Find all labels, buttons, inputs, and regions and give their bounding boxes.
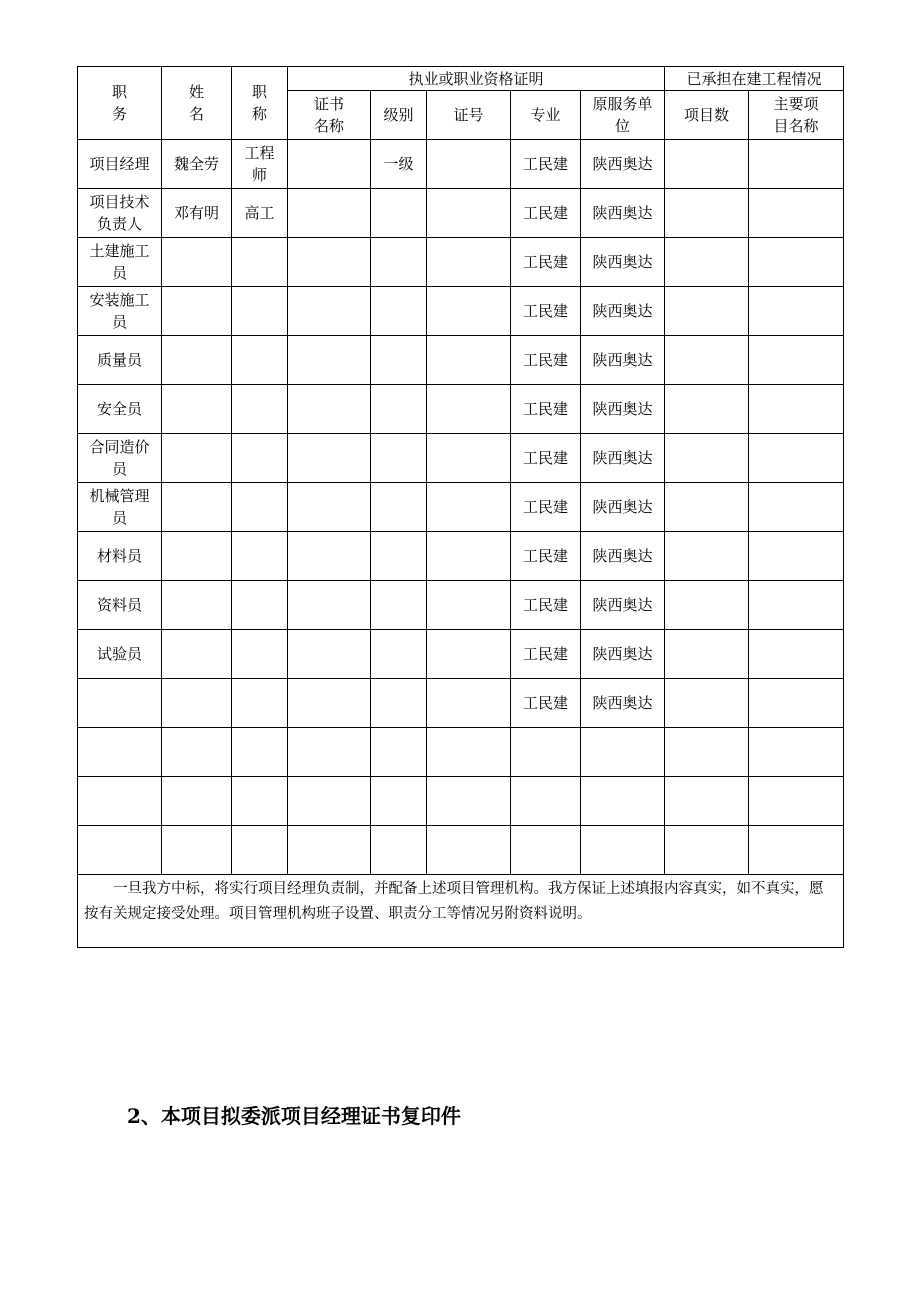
cell-level bbox=[371, 238, 427, 287]
cell-projects bbox=[749, 728, 844, 777]
cell-cert-no bbox=[427, 483, 511, 532]
cell-name bbox=[162, 238, 232, 287]
cell-level bbox=[371, 532, 427, 581]
table-row bbox=[78, 826, 844, 875]
cell-projects bbox=[749, 385, 844, 434]
cell-name bbox=[162, 679, 232, 728]
table-row bbox=[78, 287, 844, 336]
cell-projects bbox=[749, 532, 844, 581]
cell-name bbox=[162, 826, 232, 875]
cell-cert-name bbox=[288, 728, 371, 777]
cell-level bbox=[371, 826, 427, 875]
cell-major: 工民建 bbox=[511, 581, 581, 630]
cell-name bbox=[162, 385, 232, 434]
cell-level bbox=[371, 679, 427, 728]
cell-position bbox=[78, 679, 162, 728]
cell-major: 工民建 bbox=[511, 434, 581, 483]
cell-count bbox=[665, 679, 749, 728]
cell-unit: 陕西奥达 bbox=[581, 189, 665, 238]
cell-projects bbox=[749, 287, 844, 336]
cell-projects bbox=[749, 483, 844, 532]
cell-projects bbox=[749, 189, 844, 238]
header-project-count: 项目数 bbox=[665, 91, 749, 140]
cell-cert-name bbox=[288, 385, 371, 434]
cell-cert-name bbox=[288, 630, 371, 679]
cell-title bbox=[232, 532, 288, 581]
cell-level bbox=[371, 189, 427, 238]
cell-count bbox=[665, 532, 749, 581]
header-project-group: 已承担在建工程情况 bbox=[665, 67, 844, 91]
cell-position: 土建施工 员 bbox=[78, 238, 162, 287]
cell-count bbox=[665, 483, 749, 532]
cell-unit: 陕西奥达 bbox=[581, 434, 665, 483]
cell-position: 材料员 bbox=[78, 532, 162, 581]
table-row bbox=[78, 238, 844, 287]
cell-major: 工民建 bbox=[511, 189, 581, 238]
cell-position bbox=[78, 777, 162, 826]
cell-level bbox=[371, 385, 427, 434]
header-name: 姓 名 bbox=[162, 67, 232, 140]
cell-cert-name bbox=[288, 826, 371, 875]
cell-count bbox=[665, 581, 749, 630]
header-main-projects: 主要项 目名称 bbox=[749, 91, 844, 140]
cell-title: 高工 bbox=[232, 189, 288, 238]
cell-name bbox=[162, 728, 232, 777]
cell-projects bbox=[749, 140, 844, 189]
cell-cert-no bbox=[427, 777, 511, 826]
cell-level bbox=[371, 336, 427, 385]
cell-unit: 陕西奥达 bbox=[581, 287, 665, 336]
note-section bbox=[78, 875, 844, 948]
cell-name bbox=[162, 532, 232, 581]
cell-projects bbox=[749, 238, 844, 287]
cell-name bbox=[162, 581, 232, 630]
table-row bbox=[78, 140, 844, 189]
header-level: 级别 bbox=[371, 91, 427, 140]
cell-cert-name bbox=[288, 238, 371, 287]
cell-title bbox=[232, 483, 288, 532]
cell-count bbox=[665, 385, 749, 434]
cell-level bbox=[371, 287, 427, 336]
cell-major: 工民建 bbox=[511, 532, 581, 581]
commitment-note: 一旦我方中标，将实行项目经理负责制，并配备上述项目管理机构。我方保证上述填报内容真实，如不真实，愿按有关规定接受处理。项目管理机构班子设置、职责分工等情况另附资料说明。 bbox=[78, 875, 844, 948]
cell-position: 项目技术 负责人 bbox=[78, 189, 162, 238]
cell-position: 试验员 bbox=[78, 630, 162, 679]
cell-title bbox=[232, 826, 288, 875]
cell-title bbox=[232, 581, 288, 630]
table-row bbox=[78, 434, 844, 483]
cell-major bbox=[511, 777, 581, 826]
cell-cert-no bbox=[427, 287, 511, 336]
cell-cert-name bbox=[288, 336, 371, 385]
cell-unit: 陕西奥达 bbox=[581, 532, 665, 581]
cell-unit: 陕西奥达 bbox=[581, 630, 665, 679]
cell-title bbox=[232, 385, 288, 434]
cell-position: 安装施工 员 bbox=[78, 287, 162, 336]
cell-count bbox=[665, 728, 749, 777]
table-body bbox=[78, 67, 844, 140]
cell-major: 工民建 bbox=[511, 336, 581, 385]
header-cert-name: 证书 名称 bbox=[288, 91, 371, 140]
cell-name bbox=[162, 434, 232, 483]
cell-name bbox=[162, 287, 232, 336]
cell-cert-no bbox=[427, 140, 511, 189]
cell-projects bbox=[749, 826, 844, 875]
cell-position bbox=[78, 728, 162, 777]
cell-count bbox=[665, 238, 749, 287]
data-rows bbox=[78, 140, 844, 875]
cell-title bbox=[232, 287, 288, 336]
cell-major: 工民建 bbox=[511, 140, 581, 189]
table-row bbox=[78, 189, 844, 238]
table-row bbox=[78, 728, 844, 777]
cell-projects bbox=[749, 679, 844, 728]
cell-position: 项目经理 bbox=[78, 140, 162, 189]
cell-count bbox=[665, 140, 749, 189]
header-title: 职 称 bbox=[232, 67, 288, 140]
cell-cert-no bbox=[427, 679, 511, 728]
cell-projects bbox=[749, 336, 844, 385]
table-row bbox=[78, 630, 844, 679]
cell-position: 资料员 bbox=[78, 581, 162, 630]
header-position: 职 务 bbox=[78, 67, 162, 140]
cell-projects bbox=[749, 581, 844, 630]
cell-cert-name bbox=[288, 287, 371, 336]
cell-count bbox=[665, 287, 749, 336]
cell-position: 合同造价 员 bbox=[78, 434, 162, 483]
cell-major: 工民建 bbox=[511, 679, 581, 728]
cell-name bbox=[162, 777, 232, 826]
cell-unit: 陕西奥达 bbox=[581, 581, 665, 630]
cell-major: 工民建 bbox=[511, 238, 581, 287]
cell-cert-no bbox=[427, 238, 511, 287]
cell-level bbox=[371, 581, 427, 630]
table-row bbox=[78, 581, 844, 630]
cell-count bbox=[665, 336, 749, 385]
cell-name: 邓有明 bbox=[162, 189, 232, 238]
cell-title bbox=[232, 238, 288, 287]
cell-cert-no bbox=[427, 630, 511, 679]
cell-count bbox=[665, 630, 749, 679]
table-row bbox=[78, 777, 844, 826]
cell-level: 一级 bbox=[371, 140, 427, 189]
cell-cert-no bbox=[427, 385, 511, 434]
cell-unit: 陕西奥达 bbox=[581, 336, 665, 385]
cell-cert-name bbox=[288, 140, 371, 189]
cell-cert-no bbox=[427, 189, 511, 238]
cell-unit: 陕西奥达 bbox=[581, 140, 665, 189]
cell-position: 安全员 bbox=[78, 385, 162, 434]
cell-unit bbox=[581, 728, 665, 777]
cell-name bbox=[162, 630, 232, 679]
cell-major: 工民建 bbox=[511, 483, 581, 532]
cell-cert-name bbox=[288, 532, 371, 581]
cell-unit bbox=[581, 777, 665, 826]
cell-cert-name bbox=[288, 679, 371, 728]
cell-projects bbox=[749, 434, 844, 483]
cell-projects bbox=[749, 630, 844, 679]
cell-name bbox=[162, 483, 232, 532]
table-row bbox=[78, 483, 844, 532]
cell-cert-name bbox=[288, 483, 371, 532]
header-cert-group: 执业或职业资格证明 bbox=[288, 67, 665, 91]
staff-table bbox=[77, 66, 844, 948]
cell-cert-no bbox=[427, 826, 511, 875]
cell-unit: 陕西奥达 bbox=[581, 679, 665, 728]
cell-cert-name bbox=[288, 434, 371, 483]
cell-level bbox=[371, 728, 427, 777]
cell-major: 工民建 bbox=[511, 287, 581, 336]
cell-name: 魏全劳 bbox=[162, 140, 232, 189]
cell-title bbox=[232, 630, 288, 679]
table-row bbox=[78, 336, 844, 385]
cell-major bbox=[511, 826, 581, 875]
cell-unit bbox=[581, 826, 665, 875]
table-row bbox=[78, 679, 844, 728]
cell-level bbox=[371, 483, 427, 532]
cell-cert-name bbox=[288, 777, 371, 826]
cell-title bbox=[232, 434, 288, 483]
cell-title bbox=[232, 336, 288, 385]
cell-unit: 陕西奥达 bbox=[581, 238, 665, 287]
cell-cert-no bbox=[427, 434, 511, 483]
cell-cert-name bbox=[288, 189, 371, 238]
cell-title bbox=[232, 679, 288, 728]
cell-count bbox=[665, 826, 749, 875]
cell-major: 工民建 bbox=[511, 385, 581, 434]
cell-count bbox=[665, 777, 749, 826]
header-cert-no: 证号 bbox=[427, 91, 511, 140]
section-heading: 2、本项目拟委派项目经理证书复印件 bbox=[127, 1104, 461, 1128]
cell-name bbox=[162, 336, 232, 385]
cell-count bbox=[665, 189, 749, 238]
table-row bbox=[78, 385, 844, 434]
cell-unit: 陕西奥达 bbox=[581, 385, 665, 434]
cell-cert-no bbox=[427, 581, 511, 630]
note-row bbox=[78, 875, 844, 948]
cell-major: 工民建 bbox=[511, 630, 581, 679]
header-row-1 bbox=[78, 67, 844, 91]
cell-major bbox=[511, 728, 581, 777]
cell-position: 机械管理 员 bbox=[78, 483, 162, 532]
cell-unit: 陕西奥达 bbox=[581, 483, 665, 532]
cell-title: 工程 师 bbox=[232, 140, 288, 189]
header-former-unit: 原服务单 位 bbox=[581, 91, 665, 140]
cell-count bbox=[665, 434, 749, 483]
cell-position: 质量员 bbox=[78, 336, 162, 385]
cell-level bbox=[371, 630, 427, 679]
cell-cert-no bbox=[427, 728, 511, 777]
cell-level bbox=[371, 777, 427, 826]
cell-title bbox=[232, 728, 288, 777]
cell-projects bbox=[749, 777, 844, 826]
cell-title bbox=[232, 777, 288, 826]
cell-cert-no bbox=[427, 336, 511, 385]
cell-level bbox=[371, 434, 427, 483]
header-major: 专业 bbox=[511, 91, 581, 140]
cell-cert-name bbox=[288, 581, 371, 630]
cell-cert-no bbox=[427, 532, 511, 581]
cell-position bbox=[78, 826, 162, 875]
table-row bbox=[78, 532, 844, 581]
